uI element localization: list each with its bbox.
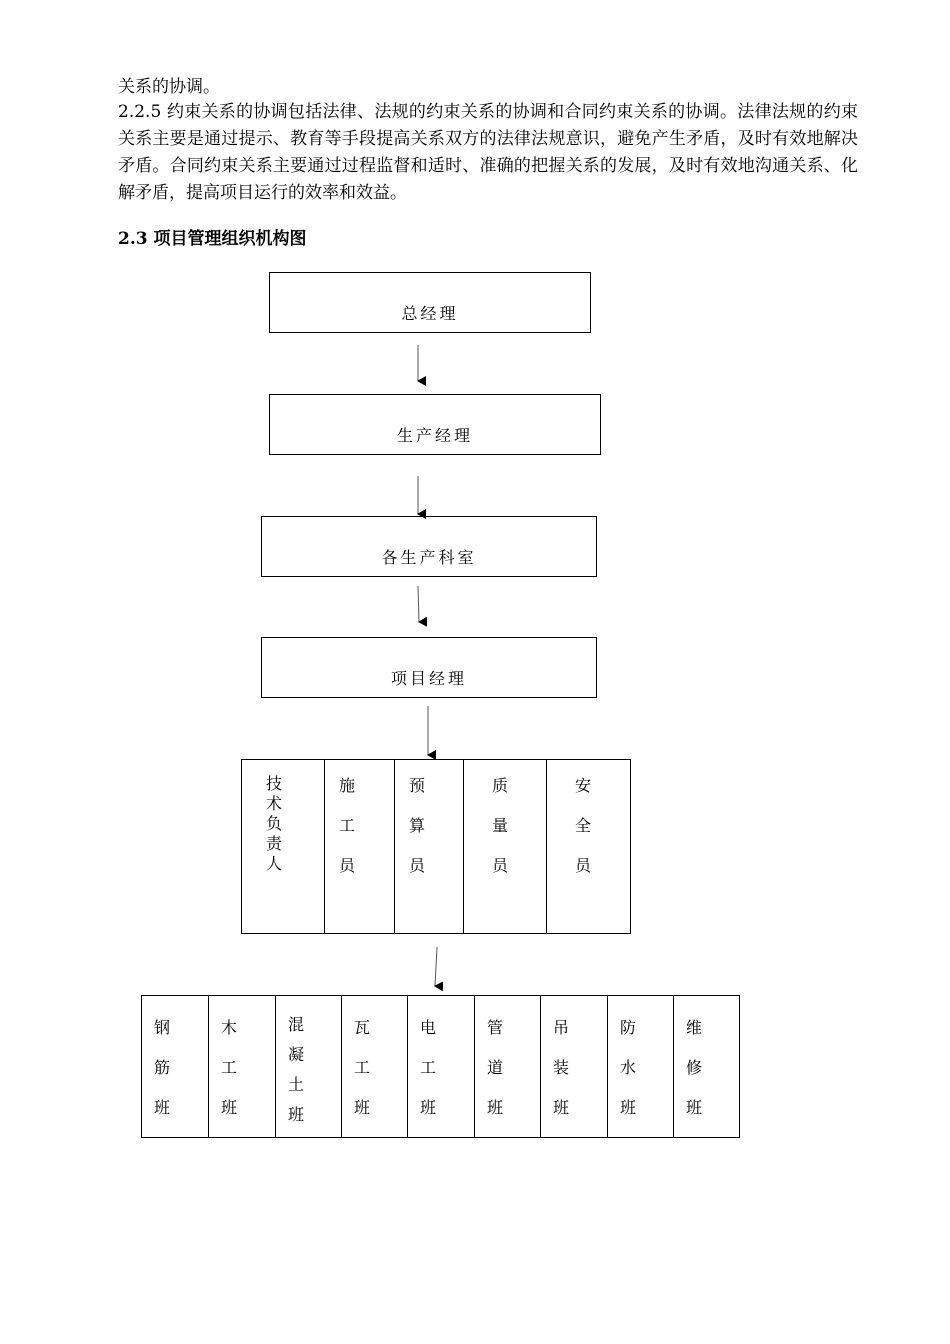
team-cell bbox=[276, 996, 342, 1137]
general-manager-label: 总经理 bbox=[401, 304, 459, 323]
arrow-staff-to-teams bbox=[435, 947, 437, 986]
project-manager-box bbox=[261, 637, 597, 698]
staff-label: 技术负责人 bbox=[265, 774, 282, 873]
staff-cell bbox=[547, 760, 630, 933]
team-label: 防水班 bbox=[619, 1018, 636, 1117]
staff-cell bbox=[395, 760, 464, 933]
team-cell bbox=[608, 996, 674, 1137]
team-cell bbox=[408, 996, 475, 1137]
team-label: 维修班 bbox=[685, 1018, 702, 1117]
team-label: 管道班 bbox=[486, 1018, 503, 1117]
staff-cell bbox=[464, 760, 547, 933]
team-row bbox=[141, 995, 740, 1138]
team-cell bbox=[674, 996, 739, 1137]
paragraph-continuation: 关系的协调。 bbox=[118, 77, 220, 97]
team-label: 钢筋班 bbox=[153, 1018, 170, 1117]
team-cell bbox=[142, 996, 209, 1137]
production-departments-label: 各生产科室 bbox=[381, 548, 477, 567]
project-manager-label: 项目经理 bbox=[390, 669, 467, 688]
staff-cell bbox=[242, 760, 325, 933]
team-cell bbox=[475, 996, 541, 1137]
staff-label: 质量员 bbox=[491, 776, 508, 875]
team-label: 吊装班 bbox=[552, 1018, 569, 1117]
production-manager-label: 生产经理 bbox=[396, 426, 473, 445]
team-cell bbox=[342, 996, 408, 1137]
arrow-dept-to-proj bbox=[418, 586, 419, 622]
staff-label: 预算员 bbox=[408, 776, 425, 875]
team-label: 电工班 bbox=[419, 1018, 436, 1117]
section-heading: 2.3 项目管理组织机构图 bbox=[118, 229, 307, 249]
staff-row bbox=[241, 759, 631, 934]
staff-cell bbox=[325, 760, 395, 933]
staff-label: 施工员 bbox=[338, 776, 355, 875]
paragraph-2-2-5: 2.2.5 约束关系的协调包括法律、法规的约束关系的协调和合同约束关系的协调。法律法规的约束关系主要是通过提示、教育等手段提高关系双方的法律法规意识，避免产生矛盾，及时有效地解决矛盾。合同约束关系主要通过过程监督和适时、准确的把握关系的发展，及时有效地沟通关系、化解矛盾，提高项目运行的效率和效益。 bbox=[118, 102, 858, 203]
team-cell bbox=[541, 996, 608, 1137]
staff-label: 安全员 bbox=[574, 776, 591, 875]
team-cell bbox=[209, 996, 276, 1137]
production-manager-box bbox=[269, 394, 601, 455]
general-manager-box bbox=[269, 272, 591, 333]
team-label: 瓦工班 bbox=[353, 1018, 370, 1117]
team-label: 混凝土班 bbox=[287, 1015, 304, 1124]
team-label: 木工班 bbox=[220, 1018, 237, 1117]
production-departments-box bbox=[261, 516, 597, 577]
